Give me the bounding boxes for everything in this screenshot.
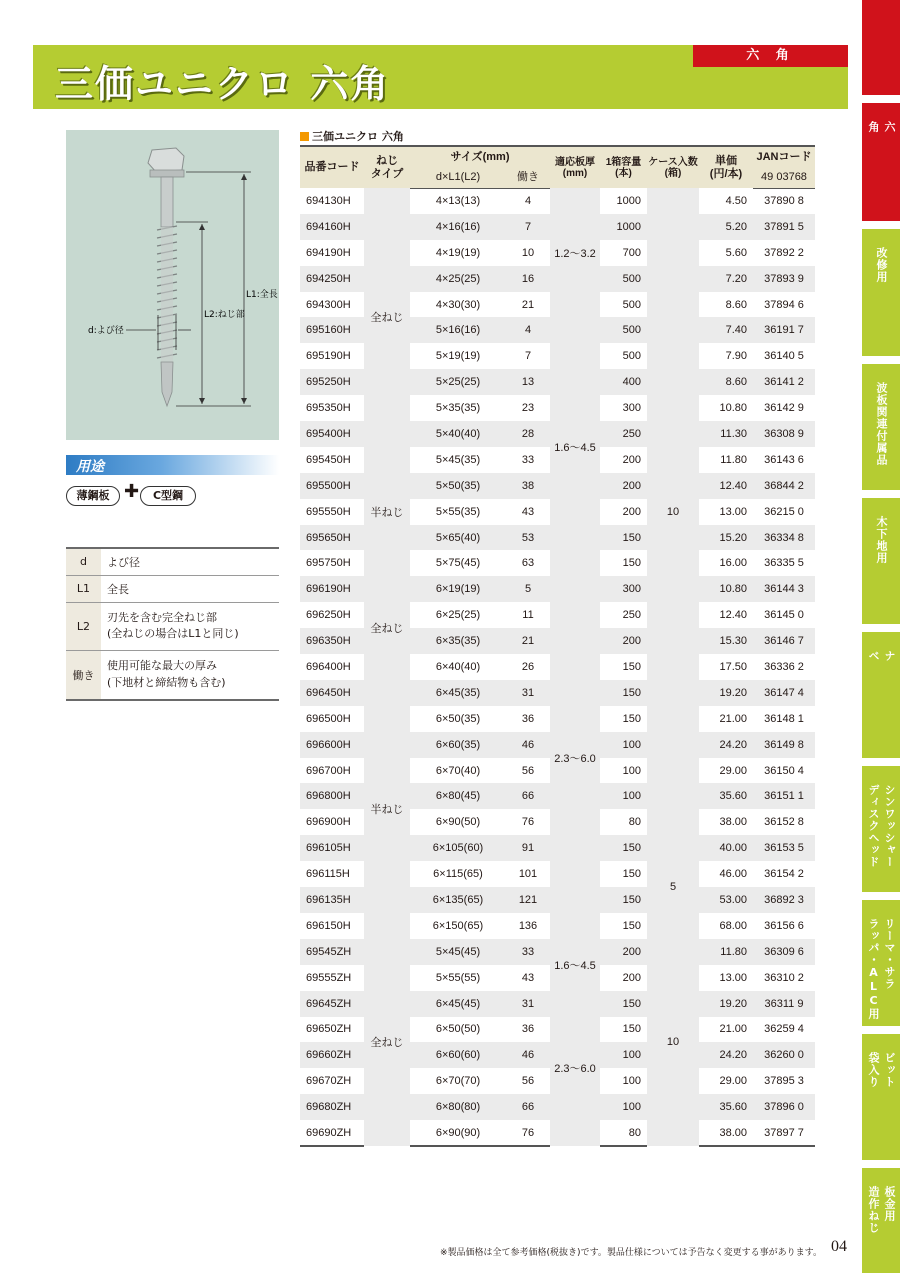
unit-price: 38.00 (699, 1120, 753, 1146)
jan-code: 37895 3 (753, 1068, 815, 1094)
box-quantity: 150 (600, 550, 647, 576)
thread-type: 全ねじ (364, 188, 410, 447)
legend-key: 働き (66, 650, 101, 700)
size-dxl: 6×50(50) (410, 1017, 506, 1043)
box-quantity: 100 (600, 758, 647, 784)
box-quantity: 150 (600, 913, 647, 939)
legend-key: d (66, 548, 101, 575)
size-dxl: 5×55(35) (410, 499, 506, 525)
size-dxl: 6×60(60) (410, 1042, 506, 1068)
box-quantity: 250 (600, 421, 647, 447)
side-tab-hexagon[interactable] (862, 103, 900, 221)
unit-price: 7.90 (699, 343, 753, 369)
unit-price: 8.60 (699, 292, 753, 318)
jan-code: 36309 6 (753, 939, 815, 965)
box-quantity: 500 (600, 292, 647, 318)
category-badge: 六 角 (693, 45, 848, 67)
unit-price: 21.00 (699, 1017, 753, 1043)
plate-thickness: 1.6〜4.5 (550, 939, 600, 991)
side-tab-label: リーマ・サラ ラッパ・ALC用 (867, 918, 896, 1020)
working-thickness: 7 (506, 343, 550, 369)
working-thickness: 46 (506, 1042, 550, 1068)
col-type: ねじ タイプ (364, 146, 410, 188)
side-tab-washer[interactable] (862, 766, 900, 892)
size-dxl: 6×45(35) (410, 680, 506, 706)
size-dxl: 4×19(19) (410, 240, 506, 266)
size-dxl: 6×50(35) (410, 706, 506, 732)
product-code: 69670ZH (300, 1068, 364, 1094)
unit-price: 11.80 (699, 447, 753, 473)
working-thickness: 31 (506, 680, 550, 706)
unit-price: 46.00 (699, 861, 753, 887)
col-size: サイズ(mm) (410, 146, 550, 167)
size-dxl: 4×16(16) (410, 214, 506, 240)
side-tab-nav (862, 0, 900, 1273)
working-thickness: 43 (506, 499, 550, 525)
legend-desc: 使用可能な最大の厚み (下地材と締結物も含む) (101, 650, 279, 700)
working-thickness: 21 (506, 628, 550, 654)
jan-code: 36260 0 (753, 1042, 815, 1068)
unit-price: 13.00 (699, 965, 753, 991)
box-quantity: 150 (600, 991, 647, 1017)
box-quantity: 150 (600, 835, 647, 861)
size-dxl: 5×35(35) (410, 395, 506, 421)
jan-code: 36191 7 (753, 317, 815, 343)
box-quantity: 1000 (600, 214, 647, 240)
col-work: 働き (506, 167, 550, 188)
working-thickness: 43 (506, 965, 550, 991)
unit-price: 53.00 (699, 887, 753, 913)
box-quantity: 200 (600, 628, 647, 654)
plate-thickness: 1.2〜3.2 (550, 188, 600, 317)
jan-code: 36259 4 (753, 1017, 815, 1043)
jan-code: 37896 0 (753, 1094, 815, 1120)
side-tab-renovation[interactable] (862, 229, 900, 356)
jan-code: 36154 2 (753, 861, 815, 887)
side-tab-pan-head[interactable] (862, 632, 900, 758)
product-code: 69690ZH (300, 1120, 364, 1146)
plate-thickness: 2.3〜6.0 (550, 576, 600, 938)
box-quantity: 150 (600, 654, 647, 680)
usage-heading: 用途 (76, 459, 104, 475)
working-thickness: 4 (506, 188, 550, 214)
size-dxl: 6×115(65) (410, 861, 506, 887)
jan-code: 36141 2 (753, 369, 815, 395)
size-dxl: 6×90(90) (410, 1120, 506, 1146)
product-code: 69660ZH (300, 1042, 364, 1068)
working-thickness: 4 (506, 317, 550, 343)
product-code: 696400H (300, 654, 364, 680)
jan-code: 36150 4 (753, 758, 815, 784)
unit-price: 8.60 (699, 369, 753, 395)
box-quantity: 300 (600, 395, 647, 421)
table-caption-text: 三価ユニクロ 六角 (312, 130, 404, 143)
product-code: 695450H (300, 447, 364, 473)
size-dxl: 6×45(45) (410, 991, 506, 1017)
product-code: 69645ZH (300, 991, 364, 1017)
size-dxl: 5×50(35) (410, 473, 506, 499)
size-dxl: 4×13(13) (410, 188, 506, 214)
working-thickness: 136 (506, 913, 550, 939)
unit-price: 5.20 (699, 214, 753, 240)
product-code: 695160H (300, 317, 364, 343)
d-label: d:よび径 (88, 326, 124, 336)
jan-code: 36145 0 (753, 602, 815, 628)
working-thickness: 11 (506, 602, 550, 628)
caption-square-icon (300, 132, 309, 141)
col-jan: JANコード (753, 146, 815, 167)
working-thickness: 76 (506, 1120, 550, 1146)
product-code: 695650H (300, 525, 364, 551)
side-tab-corrugated[interactable] (862, 364, 900, 490)
size-dxl: 5×40(40) (410, 421, 506, 447)
product-code: 695500H (300, 473, 364, 499)
thread-type: 半ねじ (364, 680, 410, 939)
product-code: 694250H (300, 266, 364, 292)
box-quantity: 200 (600, 473, 647, 499)
working-thickness: 33 (506, 447, 550, 473)
unit-price: 12.40 (699, 602, 753, 628)
unit-price: 7.20 (699, 266, 753, 292)
size-dxl: 5×55(55) (410, 965, 506, 991)
jan-code: 36144 3 (753, 576, 815, 602)
working-thickness: 36 (506, 1017, 550, 1043)
box-quantity: 200 (600, 447, 647, 473)
jan-code: 36215 0 (753, 499, 815, 525)
box-quantity: 700 (600, 240, 647, 266)
jan-code: 37890 8 (753, 188, 815, 214)
working-thickness: 56 (506, 758, 550, 784)
working-thickness: 26 (506, 654, 550, 680)
jan-code: 36143 6 (753, 447, 815, 473)
col-qty: 1箱容量 (本) (600, 146, 647, 188)
usage-heading-bar (66, 455, 279, 475)
product-code: 694300H (300, 292, 364, 318)
unit-price: 24.20 (699, 732, 753, 758)
unit-price: 29.00 (699, 758, 753, 784)
unit-price: 15.30 (699, 628, 753, 654)
jan-code: 36844 2 (753, 473, 815, 499)
box-quantity: 200 (600, 965, 647, 991)
product-code: 694160H (300, 214, 364, 240)
side-tab-label: シンワッシャー ディスクヘッド (867, 784, 896, 868)
unit-price: 24.20 (699, 1042, 753, 1068)
usage-thin-steel: 薄鋼板 (66, 486, 120, 506)
working-thickness: 21 (506, 292, 550, 318)
unit-price: 29.00 (699, 1068, 753, 1094)
product-code: 696500H (300, 706, 364, 732)
working-thickness: 76 (506, 809, 550, 835)
size-dxl: 6×70(70) (410, 1068, 506, 1094)
table-row (300, 576, 815, 602)
col-code: 品番コード (300, 146, 364, 188)
jan-code: 37893 9 (753, 266, 815, 292)
box-quantity: 150 (600, 887, 647, 913)
unit-price: 11.80 (699, 939, 753, 965)
working-thickness: 33 (506, 939, 550, 965)
unit-price: 10.80 (699, 395, 753, 421)
plate-thickness: 2.3〜6.0 (550, 991, 600, 1146)
box-quantity: 400 (600, 369, 647, 395)
working-thickness: 91 (506, 835, 550, 861)
box-quantity: 80 (600, 809, 647, 835)
working-thickness: 36 (506, 706, 550, 732)
thread-type: 全ねじ (364, 576, 410, 680)
jan-code: 36310 2 (753, 965, 815, 991)
working-thickness: 121 (506, 887, 550, 913)
case-quantity: 5 (647, 835, 699, 939)
jan-code: 36336 2 (753, 654, 815, 680)
jan-code: 36140 5 (753, 343, 815, 369)
unit-price: 15.20 (699, 525, 753, 551)
box-quantity: 500 (600, 343, 647, 369)
product-code: 696135H (300, 887, 364, 913)
unit-price: 13.00 (699, 499, 753, 525)
side-tab-sheet-metal[interactable] (862, 1168, 900, 1273)
unit-price: 17.50 (699, 654, 753, 680)
l1-label: L1:全長 (246, 290, 278, 300)
unit-price: 16.00 (699, 550, 753, 576)
product-code: 696250H (300, 602, 364, 628)
page-number: 04 (831, 1238, 847, 1255)
jan-code: 37894 6 (753, 292, 815, 318)
unit-price: 11.30 (699, 421, 753, 447)
size-dxl: 5×16(16) (410, 317, 506, 343)
col-plate: 適応板厚 (mm) (550, 146, 600, 188)
box-quantity: 500 (600, 317, 647, 343)
product-code: 696450H (300, 680, 364, 706)
box-quantity: 80 (600, 1120, 647, 1146)
size-dxl: 6×19(19) (410, 576, 506, 602)
working-thickness: 16 (506, 266, 550, 292)
unit-price: 35.60 (699, 1094, 753, 1120)
working-thickness: 66 (506, 783, 550, 809)
product-table (300, 145, 815, 1147)
size-dxl: 6×80(80) (410, 1094, 506, 1120)
jan-code: 37897 7 (753, 1120, 815, 1146)
side-tab-label: ナ ベ (867, 650, 896, 662)
col-jan-prefix: 49 03768 (753, 167, 815, 188)
size-dxl: 5×75(45) (410, 550, 506, 576)
size-dxl: 5×65(40) (410, 525, 506, 551)
working-thickness: 13 (506, 369, 550, 395)
box-quantity: 150 (600, 525, 647, 551)
box-quantity: 100 (600, 1094, 647, 1120)
jan-code: 36153 5 (753, 835, 815, 861)
side-tab-bit-bag[interactable] (862, 1034, 900, 1160)
jan-code: 36311 9 (753, 991, 815, 1017)
size-dxl: 6×90(50) (410, 809, 506, 835)
working-thickness: 28 (506, 421, 550, 447)
box-quantity: 500 (600, 266, 647, 292)
unit-price: 10.80 (699, 576, 753, 602)
legend-desc: よび径 (101, 548, 279, 575)
col-price: 単価 (円/本) (699, 146, 753, 188)
working-thickness: 66 (506, 1094, 550, 1120)
product-code: 69545ZH (300, 939, 364, 965)
product-code: 69680ZH (300, 1094, 364, 1120)
size-dxl: 4×25(25) (410, 266, 506, 292)
legend-key: L1 (66, 575, 101, 602)
product-code: 696115H (300, 861, 364, 887)
size-dxl: 6×70(40) (410, 758, 506, 784)
side-tab-label: ビット 袋入り (867, 1052, 896, 1088)
unit-price: 35.60 (699, 783, 753, 809)
size-dxl: 6×135(65) (410, 887, 506, 913)
size-dxl: 5×25(25) (410, 369, 506, 395)
working-thickness: 56 (506, 1068, 550, 1094)
product-code: 694190H (300, 240, 364, 266)
jan-code: 36308 9 (753, 421, 815, 447)
product-code: 695550H (300, 499, 364, 525)
side-tab-reamer[interactable] (862, 900, 900, 1026)
product-code: 695350H (300, 395, 364, 421)
product-code: 696105H (300, 835, 364, 861)
box-quantity: 100 (600, 732, 647, 758)
working-thickness: 101 (506, 861, 550, 887)
jan-code: 36146 7 (753, 628, 815, 654)
plate-thickness: 1.6〜4.5 (550, 317, 600, 576)
side-tab-label: 改修用 (875, 247, 888, 283)
table-row (300, 939, 815, 965)
working-thickness: 7 (506, 214, 550, 240)
product-code: 696350H (300, 628, 364, 654)
product-code: 69650ZH (300, 1017, 364, 1043)
size-dxl: 6×25(25) (410, 602, 506, 628)
working-thickness: 46 (506, 732, 550, 758)
size-dxl: 6×35(35) (410, 628, 506, 654)
unit-price: 38.00 (699, 809, 753, 835)
legend-desc: 刃先を含む完全ねじ部 (全ねじの場合はL1と同じ) (101, 602, 279, 650)
working-thickness: 38 (506, 473, 550, 499)
box-quantity: 200 (600, 939, 647, 965)
jan-code: 36334 8 (753, 525, 815, 551)
legend-key: L2 (66, 602, 101, 650)
working-thickness: 10 (506, 240, 550, 266)
product-code: 695750H (300, 550, 364, 576)
side-tab-label: 板金用 造作ねじ (867, 1186, 896, 1234)
jan-code: 36335 5 (753, 550, 815, 576)
size-dxl: 5×19(19) (410, 343, 506, 369)
box-quantity: 150 (600, 1017, 647, 1043)
product-code: 695190H (300, 343, 364, 369)
product-code: 694130H (300, 188, 364, 214)
footnote: ※製品価格は全て参考価格(税抜き)です。製品仕様については予告なく変更する事があります。 (440, 1248, 822, 1258)
product-code: 696700H (300, 758, 364, 784)
size-dxl: 6×105(60) (410, 835, 506, 861)
col-dxl: d×L1(L2) (410, 167, 506, 188)
box-quantity: 250 (600, 602, 647, 628)
l2-label: L2:ねじ部 (204, 310, 245, 320)
dimension-legend (66, 547, 279, 701)
unit-price: 12.40 (699, 473, 753, 499)
side-tab-label: 波板関連付属品 (875, 382, 888, 466)
box-quantity: 1000 (600, 188, 647, 214)
side-tab-filler-top (862, 0, 900, 95)
size-dxl: 6×40(40) (410, 654, 506, 680)
usage-c-channel: C型鋼 (140, 486, 196, 506)
screw-diagram (66, 130, 279, 440)
legend-desc: 全長 (101, 575, 279, 602)
working-thickness: 5 (506, 576, 550, 602)
jan-code: 36892 3 (753, 887, 815, 913)
side-tab-label: 木下地用 (875, 516, 888, 564)
unit-price: 40.00 (699, 835, 753, 861)
product-code: 696800H (300, 783, 364, 809)
box-quantity: 150 (600, 706, 647, 732)
jan-code: 36148 1 (753, 706, 815, 732)
jan-code: 36149 8 (753, 732, 815, 758)
product-code: 696150H (300, 913, 364, 939)
working-thickness: 63 (506, 550, 550, 576)
box-quantity: 100 (600, 1042, 647, 1068)
plus-icon: ✚ (124, 481, 140, 502)
working-thickness: 23 (506, 395, 550, 421)
product-code: 696900H (300, 809, 364, 835)
unit-price: 19.20 (699, 680, 753, 706)
working-thickness: 31 (506, 991, 550, 1017)
unit-price: 4.50 (699, 188, 753, 214)
table-caption (300, 128, 404, 144)
product-code: 69555ZH (300, 965, 364, 991)
product-code: 695250H (300, 369, 364, 395)
col-case: ケース入数 (箱) (647, 146, 699, 188)
product-code: 695400H (300, 421, 364, 447)
box-quantity: 150 (600, 680, 647, 706)
screw-photo (66, 130, 279, 440)
thread-type: 全ねじ (364, 939, 410, 1146)
box-quantity: 100 (600, 1068, 647, 1094)
thread-type: 半ねじ (364, 447, 410, 576)
unit-price: 19.20 (699, 991, 753, 1017)
case-quantity: 10 (647, 939, 699, 1146)
jan-code: 36142 9 (753, 395, 815, 421)
working-thickness: 53 (506, 525, 550, 551)
side-tab-label: 六 角 (867, 121, 896, 133)
size-dxl: 6×60(35) (410, 732, 506, 758)
box-quantity: 200 (600, 499, 647, 525)
case-quantity: 10 (647, 188, 699, 835)
product-code: 696190H (300, 576, 364, 602)
jan-code: 36152 8 (753, 809, 815, 835)
size-dxl: 4×30(30) (410, 292, 506, 318)
jan-code: 36151 1 (753, 783, 815, 809)
product-code: 696600H (300, 732, 364, 758)
page-title: 三価ユニクロ 六角 (55, 62, 391, 106)
box-quantity: 300 (600, 576, 647, 602)
box-quantity: 100 (600, 783, 647, 809)
size-dxl: 5×45(45) (410, 939, 506, 965)
size-dxl: 6×150(65) (410, 913, 506, 939)
size-dxl: 6×80(45) (410, 783, 506, 809)
jan-code: 37891 5 (753, 214, 815, 240)
table-row (300, 188, 815, 214)
unit-price: 5.60 (699, 240, 753, 266)
jan-code: 37892 2 (753, 240, 815, 266)
unit-price: 7.40 (699, 317, 753, 343)
unit-price: 68.00 (699, 913, 753, 939)
box-quantity: 150 (600, 861, 647, 887)
unit-price: 21.00 (699, 706, 753, 732)
jan-code: 36156 6 (753, 913, 815, 939)
size-dxl: 5×45(35) (410, 447, 506, 473)
side-tab-wood-base[interactable] (862, 498, 900, 624)
jan-code: 36147 4 (753, 680, 815, 706)
